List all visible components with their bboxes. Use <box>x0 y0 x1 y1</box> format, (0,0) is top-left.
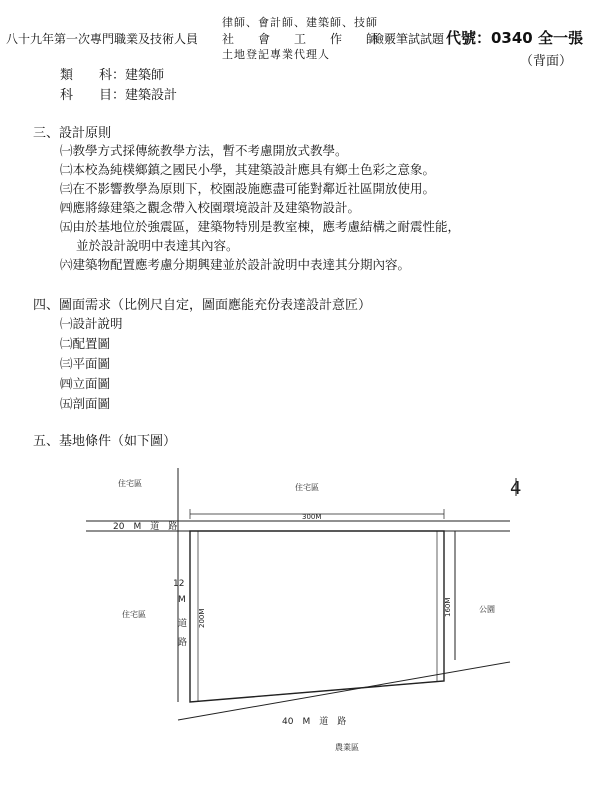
section3-item: ㈥建築物配置應考慮分期興建並於設計說明中表達其分期內容。 <box>60 257 411 272</box>
section3-item: ㈢在不影響教學為原則下，校園設施應盡可能對鄰近社區開放使用。 <box>60 181 436 196</box>
label-residential-top-left: 住宅區 <box>118 479 142 488</box>
site-boundary <box>190 531 444 702</box>
exam-type: 檢覈筆試試題 <box>372 32 445 46</box>
label-agricultural: 農業區 <box>335 743 359 752</box>
section4-item: ㈢平面圖 <box>60 356 111 371</box>
section3-item: ㈡本校為純樸鄉鎮之國民小學，其建築設計應具有鄉土色彩之意象。 <box>60 162 436 177</box>
exam-header-left: 八十九年第一次專門職業及技術人員 <box>6 32 199 46</box>
north-mark: 4 <box>510 478 522 499</box>
label-road-left-unit: M <box>178 595 186 605</box>
exam-professions-line2: 社 會 工 作 師 <box>222 32 379 46</box>
page-side: （背面） <box>520 54 573 69</box>
label-dimension-left: 200M <box>198 608 206 628</box>
label-road-left-width: 12 <box>173 579 185 589</box>
road-bottom-edge-lower <box>178 662 510 720</box>
exam-professions-line1: 律師、會計師、建築師、技師 <box>222 16 378 29</box>
exam-code: 代號：0340 全一張 <box>446 29 583 47</box>
label-park: 公園 <box>479 605 495 614</box>
label-dimension-top: 300M <box>302 513 322 521</box>
section4-item: ㈡配置圖 <box>60 336 111 351</box>
label-dimension-right: 160M <box>444 597 452 617</box>
section3-title: 三、設計原則 <box>33 126 112 141</box>
section4-item: ㈣立面圖 <box>60 376 111 391</box>
section4-item: ㈤剖面圖 <box>60 396 111 411</box>
section3-item: ㈤由於基地位於強震區，建築物特別是教室棟，應考慮結構之耐震性能， <box>60 219 461 234</box>
section3-item: ㈠教學方式採傳統教學方法，暫不考慮開放式教學。 <box>60 143 348 158</box>
section5-title: 五、基地條件（如下圖） <box>33 434 177 449</box>
section4-item: ㈠設計說明 <box>60 316 123 331</box>
label-road-left-way: 路 <box>178 638 188 648</box>
label-road-left-road: 道 <box>178 619 188 629</box>
label-road-top: 20 M 道 路 <box>113 522 178 532</box>
section4-title: 四、圖面需求（比例尺自定，圖面應能充份表達設計意匠） <box>33 298 372 313</box>
road-bottom-edge-upper <box>190 681 444 702</box>
label-residential-top: 住宅區 <box>295 483 319 492</box>
label-road-bottom: 40 M 道 路 <box>282 717 347 727</box>
section3-item: ㈣應將綠建築之觀念帶入校園環境設計及建築物設計。 <box>60 200 361 215</box>
category-line: 類 科：建築師 <box>60 68 165 83</box>
label-residential-left: 住宅區 <box>122 610 146 619</box>
subject-line: 科 目：建築設計 <box>60 88 178 103</box>
exam-professions-line3: 土地登記專業代理人 <box>222 48 330 61</box>
section3-item-continued: 並於設計說明中表達其內容。 <box>76 238 239 253</box>
